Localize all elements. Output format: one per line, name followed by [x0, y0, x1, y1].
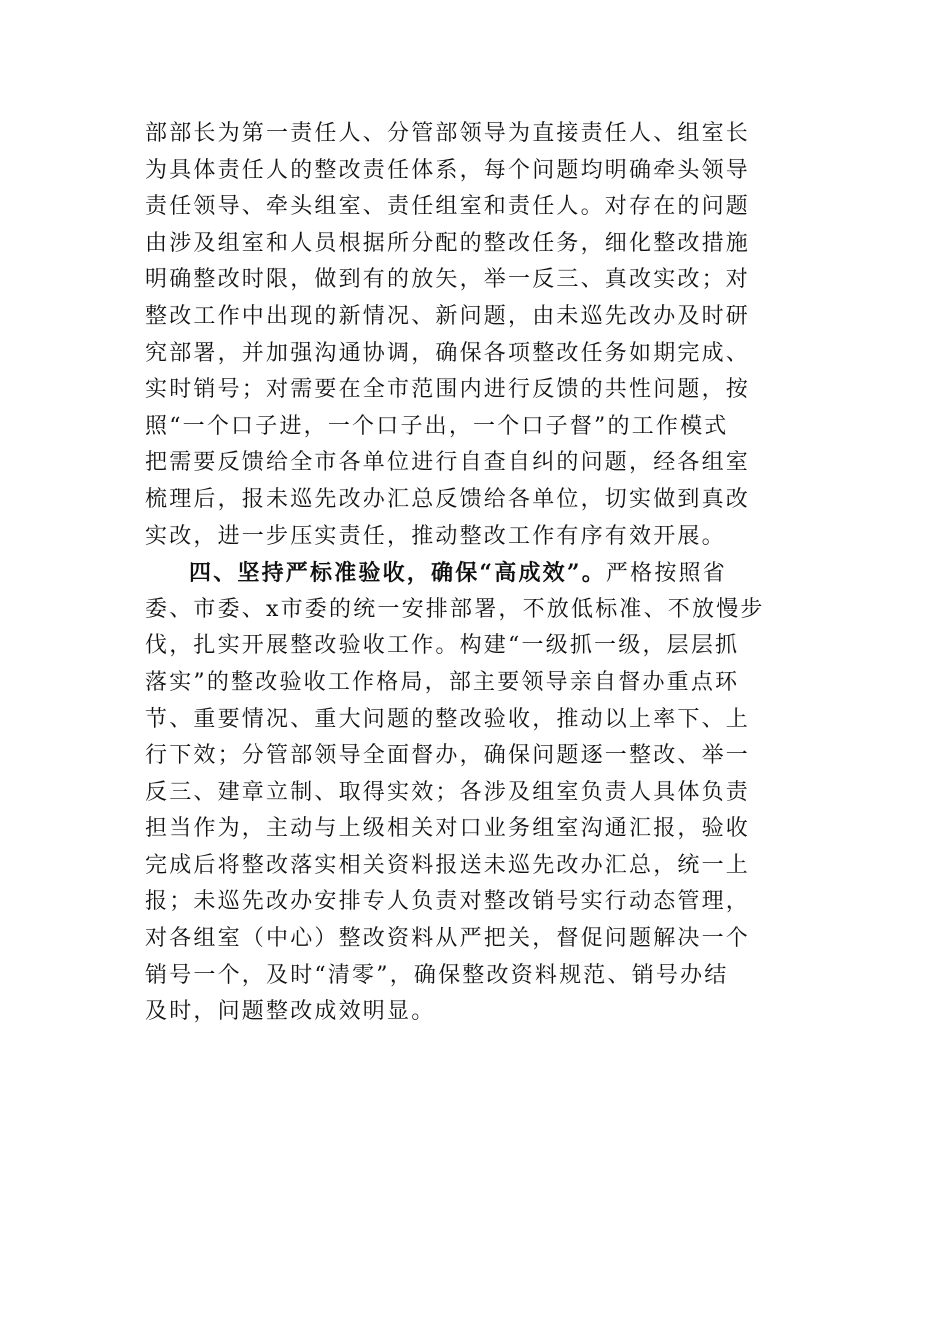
heading-line-text: 严格按照省	[605, 561, 727, 587]
text-line: 究部署，并加强沟通协调，确保各项整改任务如期完成、	[145, 340, 751, 366]
text-line: 实时销号；对需要在全市范围内进行反馈的共性问题，按	[145, 377, 751, 403]
text-line: 伐，扎实开展整改验收工作。构建“一级抓一级，层层抓	[145, 633, 740, 659]
text-line: 由涉及组室和人员根据所分配的整改任务，细化整改措施	[145, 230, 751, 256]
text-line: 及时，问题整改成效明显。	[145, 999, 436, 1025]
text-line: 行下效；分管部领导全面督办，确保问题逐一整改、举一	[145, 743, 751, 769]
text-line: 对各组室（中心）整改资料从严把关，督促问题解决一个	[145, 926, 751, 952]
text-line: 为具体责任人的整改责任体系，每个问题均明确牵头领导	[145, 157, 751, 183]
paragraph-acceptance-standards	[145, 555, 807, 1031]
text-line: 责任领导、牵头组室、责任组室和责任人。对存在的问题	[145, 194, 751, 220]
text-line: 照“一个口子进，一个口子出，一个口子督”的工作模式	[145, 413, 729, 439]
paragraph-responsibility-system	[145, 116, 807, 555]
text-line: 委、市委、x市委的统一安排部署，不放低标准、不放慢步	[145, 596, 765, 622]
text-line: 报；未巡先改办安排专人负责对整改销号实行动态管理，	[145, 889, 751, 915]
first-text-line	[145, 555, 807, 592]
text-line: 把需要反馈给全市各单位进行自查自纠的问题，经各组室	[145, 450, 751, 476]
text-line: 担当作为，主动与上级相关对口业务组室沟通汇报，验收	[145, 816, 751, 842]
text-line: 完成后将整改落实相关资料报送未巡先改办汇总，统一上	[145, 852, 751, 878]
text-line: 实改，进一步压实责任，推动整改工作有序有效开展。	[145, 523, 726, 549]
text-line: 反三、建章立制、取得实效；各涉及组室负责人具体负责	[145, 779, 751, 805]
text-line: 明确整改时限，做到有的放矢，举一反三、真改实改；对	[145, 267, 751, 293]
text-line: 梳理后，报未巡先改办汇总反馈给各单位，切实做到真改	[145, 486, 751, 512]
section-heading: 四、坚持严标准验收，确保“高成效”。	[189, 560, 606, 587]
text-line: 落实”的整改验收工作格局，部主要领导亲自督办重点环	[145, 669, 740, 695]
text-line: 部部长为第一责任人、分管部领导为直接责任人、组室长	[145, 121, 751, 146]
document-body	[145, 116, 807, 1031]
text-line: 节、重要情况、重大问题的整改验收，推动以上率下、上	[145, 706, 751, 732]
text-line: 销号一个，及时“清零”，确保整改资料规范、销号办结	[145, 962, 729, 988]
text-line: 整改工作中出现的新情况、新问题，由未巡先改办及时研	[145, 303, 751, 329]
